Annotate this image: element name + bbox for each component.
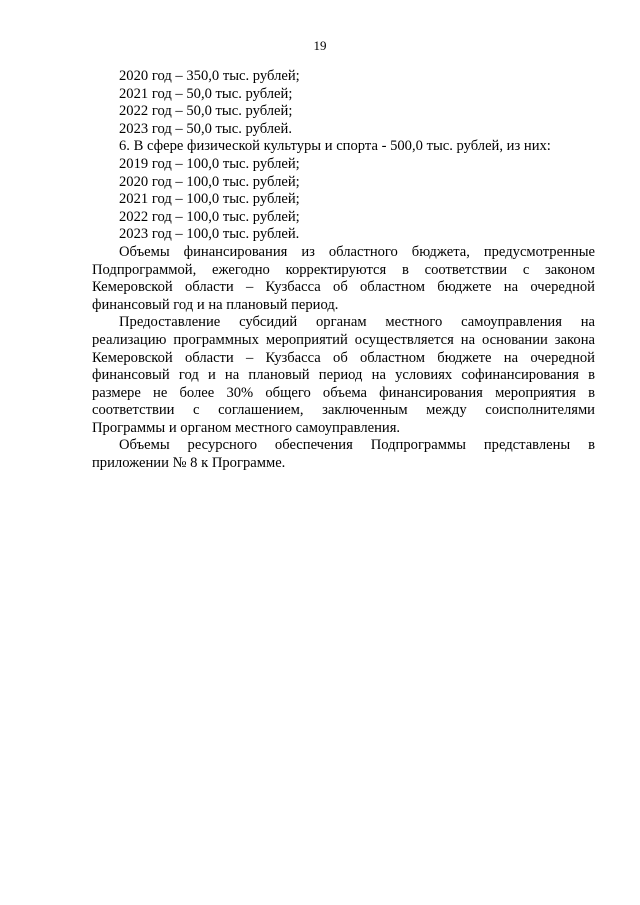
funding-line-2021-culture: 2021 год – 50,0 тыс. рублей; [119, 85, 293, 102]
funding-line-2023-sport: 2023 год – 100,0 тыс. рублей. [119, 226, 300, 243]
paragraph-funding-adjustment: Объемы финансирования из областного бюджета, предусмотренные Подпрограммой, ежегодно корректируются в соответствии с законом Кемеровской области – Кузбасса об областном бюджете на очередной финансовый год и на плановый период. [92, 243, 595, 313]
paragraph-subsidies: Предоставление субсидий органам местного самоуправления на реализацию программных мероприятий осуществляется на основании закона Кемеровской области – Кузбасса об областном бюджете на очередной финансовый год и на плановый период на условиях софинансирования в размере не более 30% общего объема финансирования мероприятия в соответствии с соглашением, заключенным между соисполнителями Программы и органом местного самоуправления. [92, 314, 595, 436]
document-body [92, 68, 595, 473]
funding-line-2021-sport: 2021 год – 100,0 тыс. рублей; [119, 191, 300, 208]
funding-line-2023-culture: 2023 год – 50,0 тыс. рублей. [119, 120, 292, 137]
paragraph-resource-provision: Объемы ресурсного обеспечения Подпрограммы представлены в приложении № 8 к Программе. [92, 437, 595, 472]
funding-line-2022-culture: 2022 год – 50,0 тыс. рублей; [119, 103, 293, 120]
page-number: 19 [313, 38, 327, 53]
funding-line-2022-sport: 2022 год – 100,0 тыс. рублей; [119, 208, 300, 225]
sport-section-heading: 6. В сфере физической культуры и спорта - 500,0 тыс. рублей, из них: [119, 138, 551, 155]
funding-line-2020-sport: 2020 год – 100,0 тыс. рублей; [119, 173, 300, 190]
funding-line-2019-sport: 2019 год – 100,0 тыс. рублей; [119, 155, 300, 172]
funding-line-2020-culture: 2020 год – 350,0 тыс. рублей; [119, 68, 300, 84]
